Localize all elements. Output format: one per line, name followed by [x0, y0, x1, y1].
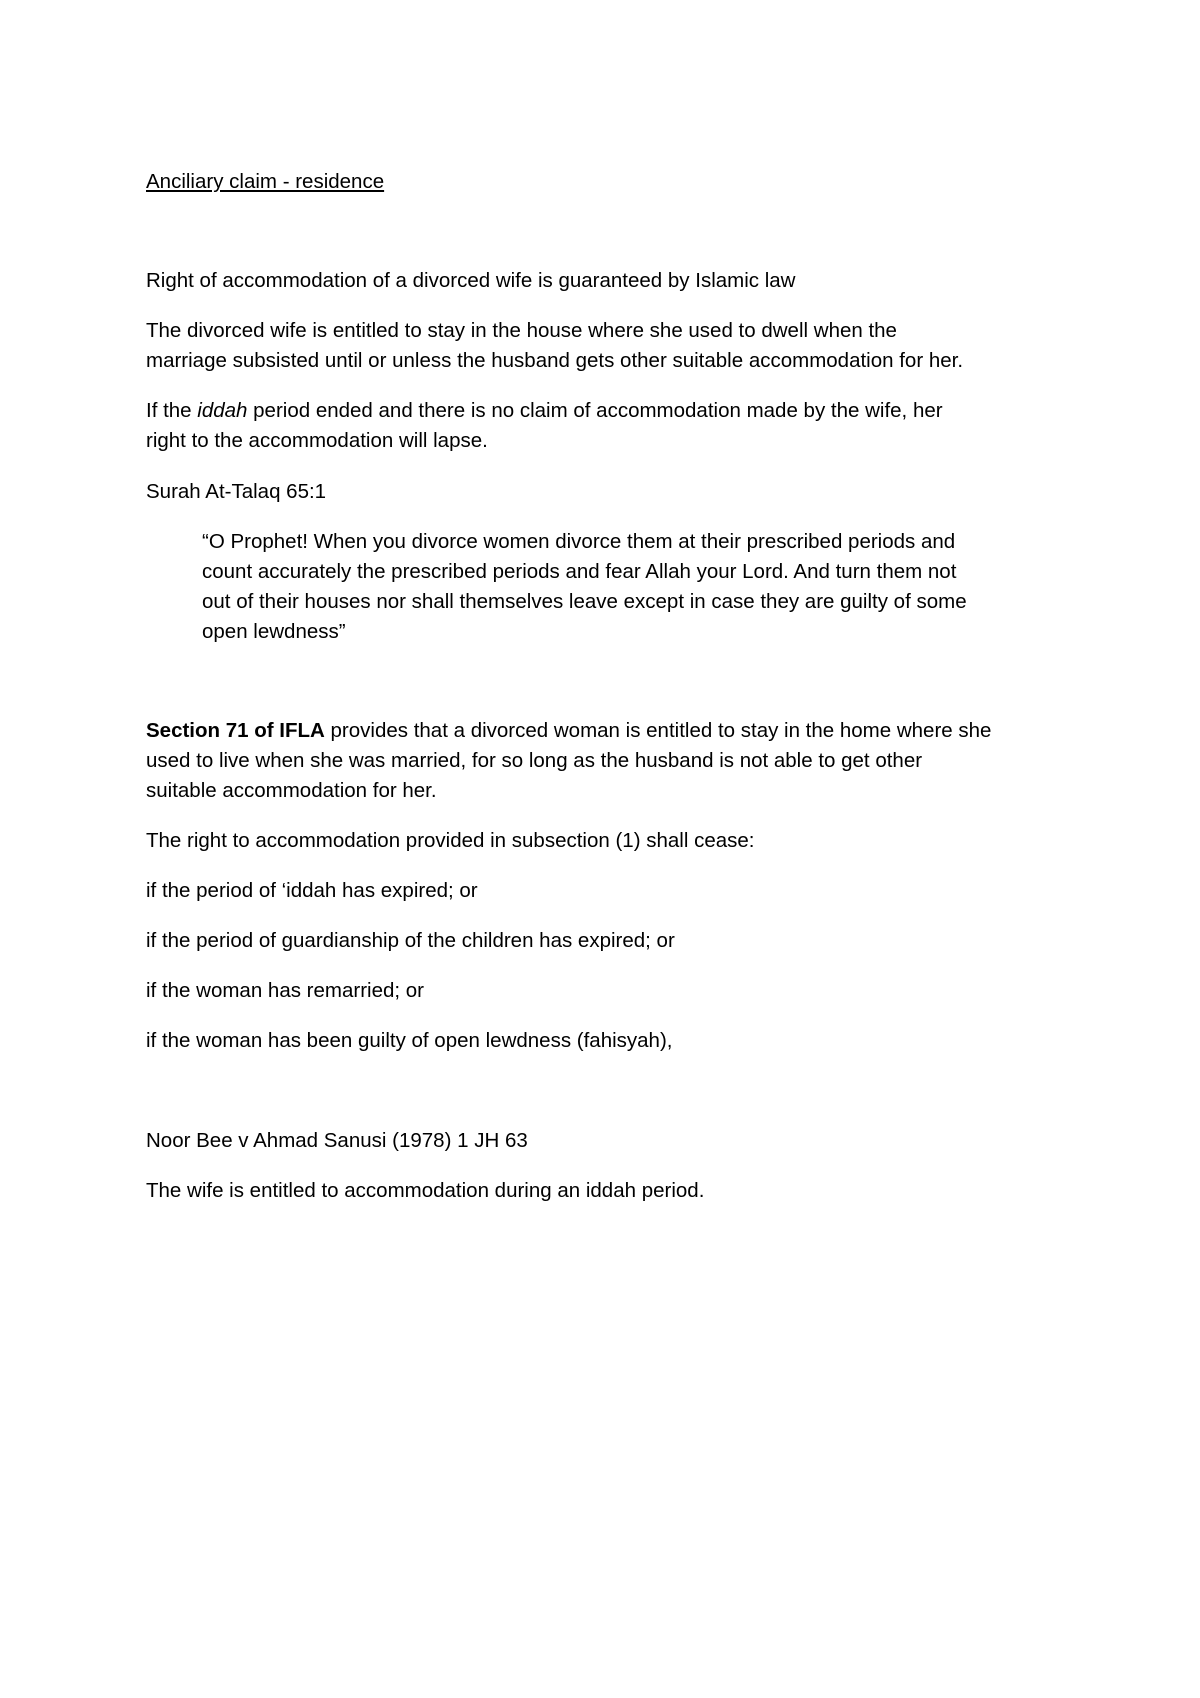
paragraph-divorced-wife-line1: The divorced wife is entitled to stay in the house where she used to dwell when the: [146, 319, 897, 342]
cease-item: if the period of guardianship of the children has expired; or: [146, 929, 675, 952]
surah-reference: Surah At-Talaq 65:1: [146, 480, 327, 503]
paragraph-right-of-accommodation: Right of accommodation of a divorced wife is guaranteed by Islamic law: [146, 269, 796, 292]
section-71-line3: suitable accommodation for her.: [146, 779, 437, 802]
iddah-text-post: period ended and there is no claim of accommodation made by the wife, her: [247, 399, 943, 422]
paragraph-iddah-line1: [146, 396, 943, 426]
iddah-italic-term: iddah: [197, 399, 248, 422]
iddah-text-pre: If the: [146, 399, 198, 422]
case-holding: The wife is entitled to accommodation during an iddah period.: [146, 1179, 705, 1202]
cease-item: if the woman has remarried; or: [146, 979, 425, 1002]
case-citation: Noor Bee v Ahmad Sanusi (1978) 1 JH 63: [146, 1129, 528, 1152]
paragraph-divorced-wife-line2: marriage subsisted until or unless the husband gets other suitable accommodation for her.: [146, 349, 964, 372]
quote-line-1: “O Prophet! When you divorce women divorce them at their prescribed periods and: [202, 530, 956, 553]
section-71-line2: used to live when she was married, for so long as the husband is not able to get other: [146, 749, 923, 772]
document-heading: Anciliary claim - residence: [146, 170, 385, 193]
section-71-bold: Section 71 of IFLA: [146, 719, 325, 742]
cease-item: if the woman has been guilty of open lewdness (fahisyah),: [146, 1029, 673, 1052]
section-71-line1-rest: provides that a divorced woman is entitled to stay in the home where she: [324, 719, 992, 742]
cease-item: if the period of ‘iddah has expired; or: [146, 879, 478, 902]
section-71-line1: [146, 716, 991, 746]
quote-line-2: count accurately the prescribed periods and fear Allah your Lord. And turn them not: [202, 560, 957, 583]
paragraph-iddah-line2: right to the accommodation will lapse.: [146, 429, 488, 452]
cease-intro: The right to accommodation provided in subsection (1) shall cease:: [146, 829, 755, 852]
quote-line-3: out of their houses nor shall themselves leave except in case they are guilty of some: [202, 590, 967, 613]
quote-line-4: open lewdness”: [202, 620, 346, 643]
